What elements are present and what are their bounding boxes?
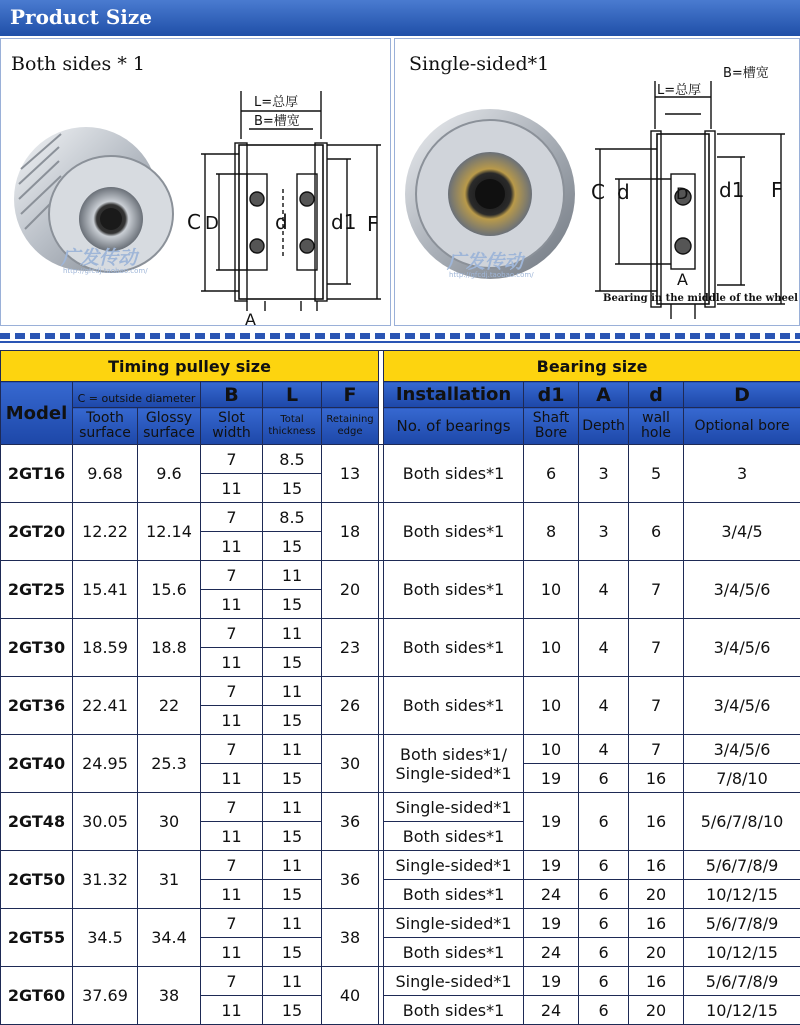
cell-tooth: 31.32 [73,851,138,909]
cell-A: 3 [579,445,629,503]
cell-installation: Both sides*1 [384,445,524,503]
cell-d1: 10 [524,677,579,735]
table-row [1,677,800,706]
pulley-diagram-both-sides [1,39,392,327]
cell-A: 4 [579,677,629,735]
cell-L: 8.5 [263,503,322,532]
cell-D: 10/12/15 [684,996,800,1025]
cell-model: 2GT48 [1,793,73,851]
cell-glossy: 25.3 [138,735,201,793]
cell-tooth: 9.68 [73,445,138,503]
cell-tooth: 22.41 [73,677,138,735]
cell-D: 5/6/7/8/9 [684,967,800,996]
watermark-left-url: http://gfcdj.taobao.com/ [63,267,148,275]
label-B: B=槽宽 [254,113,300,129]
cell-B: 11 [201,880,263,909]
cell-d1: 10 [524,735,579,764]
label-L-right: L=总厚 [657,83,701,98]
cell-glossy: 18.8 [138,619,201,677]
cell-L: 15 [263,880,322,909]
watermark-right-url: http://gfcdj.taobao.com/ [449,271,534,279]
cell-model: 2GT30 [1,619,73,677]
cell-B: 7 [201,851,263,880]
cell-F: 30 [322,735,379,793]
label-A: A [245,310,256,327]
cell-d1: 10 [524,619,579,677]
label-L: L=总厚 [254,95,298,110]
cell-d: 7 [629,619,684,677]
header-d: d [629,382,684,408]
cell-B: 7 [201,445,263,474]
cell-F: 20 [322,561,379,619]
cell-B: 11 [201,822,263,851]
cell-installation: Single-sided*1 [384,851,524,880]
cell-B: 11 [201,474,263,503]
cell-installation: Both sides*1 [384,619,524,677]
cell-L: 11 [263,793,322,822]
cell-A: 6 [579,764,629,793]
pulley-diagram-single-sided [395,39,800,327]
cell-glossy: 9.6 [138,445,201,503]
cell-L: 11 [263,909,322,938]
label-d1-right: d1 [719,178,744,202]
cell-d1: 24 [524,880,579,909]
header-installation: Installation [384,382,524,408]
table-row [1,851,800,880]
cell-B: 11 [201,706,263,735]
cell-D: 3/4/5/6 [684,735,800,764]
header-model: Model [1,382,73,445]
table-row [1,619,800,648]
header-L: L [263,382,322,408]
cell-d: 16 [629,851,684,880]
header-A: A [579,382,629,408]
cell-installation: Both sides*1 [384,561,524,619]
cell-d: 20 [629,880,684,909]
cell-F: 18 [322,503,379,561]
header-no-bearings: No. of bearings [384,408,524,445]
cell-F: 40 [322,967,379,1025]
cell-tooth: 30.05 [73,793,138,851]
cell-F: 36 [322,793,379,851]
cell-B: 7 [201,793,263,822]
diagram-panel-single-sided [394,38,800,326]
cell-A: 4 [579,619,629,677]
watermark-right: 广发传动 [447,247,523,274]
table-row [1,445,800,474]
cell-L: 15 [263,996,322,1025]
header-D: D [684,382,800,408]
cell-B: 7 [201,735,263,764]
cell-A: 6 [579,880,629,909]
cell-L: 15 [263,822,322,851]
cell-D: 3/4/5/6 [684,619,800,677]
cell-d: 16 [629,764,684,793]
cell-B: 11 [201,938,263,967]
cell-d: 20 [629,938,684,967]
header-tooth: Tooth surface [73,408,138,445]
label-d1: d1 [331,210,356,234]
cell-d1: 19 [524,793,579,851]
section-divider-line [0,341,800,343]
cell-F: 23 [322,619,379,677]
cell-L: 8.5 [263,445,322,474]
cell-B: 7 [201,619,263,648]
cell-installation: Single-sided*1 [384,793,524,822]
cell-tooth: 34.5 [73,909,138,967]
cell-F: 38 [322,909,379,967]
cell-d: 20 [629,996,684,1025]
cell-tooth: 24.95 [73,735,138,793]
cell-B: 7 [201,503,263,532]
section-title-timing-pulley: Timing pulley size [1,351,379,382]
cell-d1: 24 [524,996,579,1025]
header-L-sub: Total thickness [263,408,322,445]
cell-L: 11 [263,851,322,880]
cell-L: 15 [263,764,322,793]
cell-B: 7 [201,909,263,938]
cell-L: 11 [263,619,322,648]
cell-A: 4 [579,561,629,619]
cell-d: 7 [629,735,684,764]
cell-model: 2GT36 [1,677,73,735]
cell-model: 2GT50 [1,851,73,909]
cell-L: 11 [263,735,322,764]
cell-F: 36 [322,851,379,909]
cell-installation: Both sides*1 [384,996,524,1025]
installation-line: Both sides*1/ [384,745,523,764]
cell-D: 5/6/7/8/9 [684,909,800,938]
table-row [1,909,800,938]
product-size-banner [0,0,800,36]
cell-A: 6 [579,967,629,996]
header-d1-sub: Shaft Bore [524,408,579,445]
label-F: F [367,212,379,236]
installation-line: Single-sided*1 [384,764,523,783]
header-A-sub: Depth [579,408,629,445]
header-d-sub: wall hole [629,408,684,445]
cell-model: 2GT16 [1,445,73,503]
cell-B: 7 [201,561,263,590]
cell-D: 3 [684,445,800,503]
header-c-note: C = outside diameter [73,382,201,408]
header-B: B [201,382,263,408]
section-divider [0,333,800,339]
table-row [1,561,800,590]
cell-L: 15 [263,532,322,561]
header-F-sub: Retaining edge [322,408,379,445]
cell-D: 10/12/15 [684,880,800,909]
caption-bearing-middle: Bearing in the middle of the wheel [603,293,798,304]
cell-d: 5 [629,445,684,503]
cell-B: 11 [201,532,263,561]
cell-tooth: 12.22 [73,503,138,561]
table-row [1,793,800,822]
header-B-sub: Slot width [201,408,263,445]
label-D-right: D [676,184,688,203]
section-title-bearing: Bearing size [384,351,800,382]
label-C: C [187,210,201,234]
cell-installation: Both sides*1 [384,677,524,735]
size-spec-table [0,350,800,1025]
cell-L: 15 [263,938,322,967]
diagram-right-title: Single-sided*1 [409,53,549,75]
cell-glossy: 30 [138,793,201,851]
cell-d1: 6 [524,445,579,503]
label-d-right: d [617,180,630,204]
label-F-right: F [771,178,783,202]
watermark-left: 广发传动 [61,243,137,270]
cell-d1: 19 [524,967,579,996]
cell-B: 11 [201,764,263,793]
cell-d1: 10 [524,561,579,619]
cell-B: 11 [201,648,263,677]
cell-model: 2GT25 [1,561,73,619]
cell-installation: Both sides*1 [384,503,524,561]
cell-A: 6 [579,909,629,938]
cell-tooth: 37.69 [73,967,138,1025]
cell-L: 15 [263,706,322,735]
cell-L: 11 [263,967,322,996]
cell-D: 7/8/10 [684,764,800,793]
cell-installation: Both sides*1 [384,938,524,967]
cell-glossy: 22 [138,677,201,735]
cell-d: 7 [629,561,684,619]
cell-L: 11 [263,561,322,590]
label-d: d [275,210,288,234]
header-d1: d1 [524,382,579,408]
header-F: F [322,382,379,408]
table-row [1,503,800,532]
cell-F: 26 [322,677,379,735]
label-B-right: B=槽宽 [723,65,769,81]
cell-glossy: 15.6 [138,561,201,619]
cell-model: 2GT20 [1,503,73,561]
cell-L: 15 [263,590,322,619]
header-glossy: Glossy surface [138,408,201,445]
cell-d: 7 [629,677,684,735]
cell-D: 5/6/7/8/9 [684,851,800,880]
cell-d1: 19 [524,764,579,793]
cell-D: 3/4/5/6 [684,677,800,735]
cell-B: 11 [201,996,263,1025]
cell-model: 2GT40 [1,735,73,793]
cell-d1: 19 [524,909,579,938]
banner-title: Product Size [10,5,152,29]
diagram-left-title: Both sides * 1 [11,53,145,75]
table-row [1,967,800,996]
cell-D: 5/6/7/8/10 [684,793,800,851]
cell-d: 16 [629,909,684,938]
cell-B: 7 [201,677,263,706]
cell-D: 10/12/15 [684,938,800,967]
cell-L: 11 [263,677,322,706]
label-A-right: A [677,270,688,289]
cell-d1: 19 [524,851,579,880]
cell-installation: Single-sided*1 [384,967,524,996]
cell-B: 7 [201,967,263,996]
cell-A: 6 [579,851,629,880]
cell-model: 2GT55 [1,909,73,967]
cell-tooth: 18.59 [73,619,138,677]
cell-F: 13 [322,445,379,503]
cell-A: 4 [579,735,629,764]
label-C-right: C [591,180,605,204]
cell-glossy: 12.14 [138,503,201,561]
cell-installation [384,735,524,793]
cell-d: 6 [629,503,684,561]
cell-d1: 24 [524,938,579,967]
cell-glossy: 31 [138,851,201,909]
cell-installation: Both sides*1 [384,880,524,909]
cell-A: 3 [579,503,629,561]
cell-glossy: 38 [138,967,201,1025]
cell-installation: Both sides*1 [384,822,524,851]
cell-A: 6 [579,793,629,851]
header-D-sub: Optional bore [684,408,800,445]
cell-installation: Single-sided*1 [384,909,524,938]
table-row [1,735,800,764]
cell-model: 2GT60 [1,967,73,1025]
cell-D: 3/4/5/6 [684,561,800,619]
cell-d1: 8 [524,503,579,561]
cell-A: 6 [579,938,629,967]
cell-d: 16 [629,793,684,851]
cell-A: 6 [579,996,629,1025]
cell-D: 3/4/5 [684,503,800,561]
diagram-panel-both-sides [0,38,391,326]
cell-L: 15 [263,474,322,503]
cell-tooth: 15.41 [73,561,138,619]
cell-B: 11 [201,590,263,619]
cell-d: 16 [629,967,684,996]
cell-L: 15 [263,648,322,677]
label-D: D [205,213,219,234]
cell-glossy: 34.4 [138,909,201,967]
